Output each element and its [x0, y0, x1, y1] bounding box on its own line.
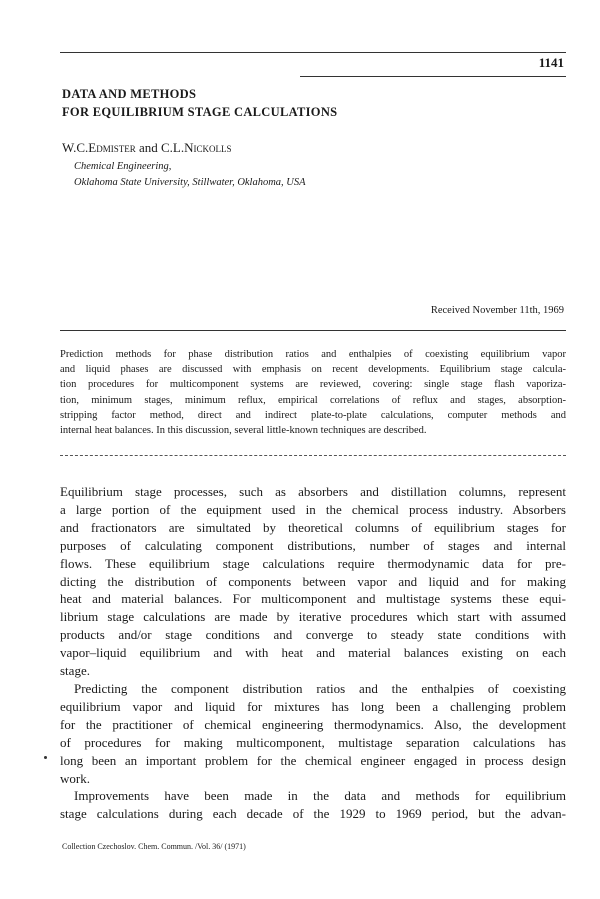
body-line: flows. These equilibrium stage calculations require thermodynamic data for pre-: [60, 555, 566, 571]
body-line: stage calculations during each decade of the 1929 to 1969 period, but the advan-: [60, 806, 566, 822]
author-2: C.L.Nickolls: [160, 140, 232, 155]
body-line: Equilibrium stage processes, such as absorbers and distillation columns, represent: [60, 484, 566, 499]
abstract-line: Prediction methods for phase distribution ratios and enthalpies of coexisting equilibrium vapor: [60, 349, 566, 360]
header-rule: [60, 52, 566, 53]
body-line: vapor–liquid equilibrium and with heat and material balances existing on each: [60, 645, 566, 661]
page-number: 1141: [538, 55, 564, 70]
author-conjunction: and: [138, 140, 158, 155]
affiliation: [74, 159, 306, 191]
authors: [62, 140, 231, 156]
abstract-line: tion procedures for multicomponent systems are reviewed, covering: single stage flash vaporiza-: [60, 379, 566, 391]
body-line: long been an important problem for the chemical engineer engaged in process design: [60, 752, 566, 768]
abstract: [60, 347, 566, 438]
body-line: heat and material balances. For multicomponent and multistage systems these equi-: [60, 591, 566, 607]
body-line: a large portion of the equipment used in the chemical process industry. Absorbers: [60, 501, 566, 517]
body-text: [60, 483, 566, 823]
author-1: W.C.Edmister: [62, 140, 136, 155]
page-number-rule: [300, 76, 566, 77]
affiliation-line-2: Oklahoma State University, Stillwater, Oklahoma, USA: [74, 177, 306, 188]
body-line: Predicting the component distribution ratios and the enthalpies of coexisting: [74, 680, 566, 696]
abstract-line: tion, minimum stages, minimum reflux, empirical correlations of reflux and stages, absorption-: [60, 394, 566, 406]
body-line: products and/or stage conditions and converge to steady state conditions with: [60, 627, 566, 643]
abstract-top-rule: [60, 330, 566, 331]
abstract-line: internal heat balances. In this discussion, several little-known techniques are described.: [60, 425, 427, 437]
affiliation-line-1: Chemical Engineering,: [74, 161, 172, 172]
abstract-line: and liquid phases are discussed with emphasis on recent developments. Equilibrium stage calcula-: [60, 364, 566, 376]
abstract-bottom-rule: [60, 455, 566, 456]
abstract-line: stripping factor method, direct and indirect plate-to-plate calculations, computer methods and: [60, 409, 566, 421]
body-line: purposes of calculating component distributions, number of stages and internal: [60, 537, 566, 553]
title-line-1: DATA AND METHODS: [62, 87, 197, 101]
body-line: librium stage calculations are made by iterative procedures which start with assumed: [60, 609, 566, 625]
footer-citation: Collection Czechoslov. Chem. Commun. /Vol. 36/ (1971): [62, 842, 246, 851]
body-line: Improvements have been made in the data and methods for equilibrium: [74, 788, 566, 804]
body-line: dicting the distribution of components between vapor and liquid and for making: [60, 573, 566, 589]
received-date: Received November 11th, 1969: [430, 305, 564, 316]
body-line: equilibrium vapor and liquid for mixtures has long been a challenging problem: [60, 698, 566, 714]
title-line-2: FOR EQUILIBRIUM STAGE CALCULATIONS: [62, 105, 338, 119]
body-line: work.: [60, 770, 90, 786]
body-line: stage.: [60, 663, 90, 679]
body-line: and fractionators are simultated by theoretical columns of equilibrium stages for: [60, 519, 566, 535]
body-line: for the practitioner of chemical engineering thermodynamics. Also, the development: [60, 716, 566, 732]
body-line: of procedures for making multicomponent, multistage separation calculations has: [60, 734, 566, 750]
margin-mark: [44, 756, 47, 759]
article-title: [62, 85, 337, 121]
